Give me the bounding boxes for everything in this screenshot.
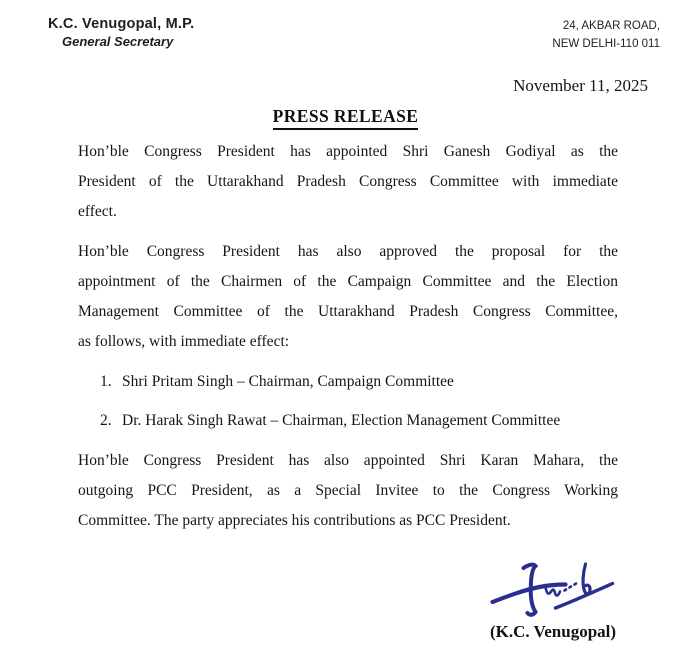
- list-item: [100, 367, 618, 397]
- paragraph: [78, 137, 618, 227]
- list-item-number: 2.: [100, 412, 112, 429]
- paragraph-line: President of the Uttarakhand Pradesh Congress Committee with immediate: [78, 173, 618, 190]
- heading-container: [0, 106, 691, 130]
- signature-block: [448, 558, 658, 642]
- list-item-number: 1.: [100, 373, 112, 390]
- signature-image: [469, 558, 637, 620]
- paragraph-line: appointment of the Chairmen of the Campaign Committee and the Election: [78, 273, 618, 290]
- paragraph-line: as follows, with immediate effect:: [78, 333, 290, 350]
- paragraph-line: Committee. The party appreciates his contributions as PCC President.: [78, 512, 511, 529]
- numbered-list: [78, 367, 618, 436]
- sender-name: K.C. Venugopal, M.P.: [48, 16, 195, 32]
- letterhead-sender: [48, 16, 194, 49]
- list-item-text: Shri Pritam Singh – Chairman, Campaign Committee: [122, 373, 454, 390]
- paragraph: [78, 446, 618, 536]
- paragraph-line: effect.: [78, 203, 117, 220]
- address-line-1: 24, AKBAR ROAD,: [562, 20, 660, 32]
- letterhead-address: [552, 17, 660, 53]
- document-body: [78, 137, 618, 546]
- paragraph-line: Hon’ble Congress President has also approved the proposal for the: [78, 243, 618, 260]
- list-item-text: Dr. Harak Singh Rawat – Chairman, Election Management Committee: [122, 412, 561, 429]
- document-date: November 11, 2025: [513, 76, 648, 95]
- signatory-name: (K.C. Venugopal): [489, 622, 617, 641]
- paragraph-line: Management Committee of the Uttarakhand Pradesh Congress Committee,: [78, 303, 618, 320]
- list-item: [100, 406, 618, 436]
- paragraph-line: outgoing PCC President, as a Special Invitee to the Congress Working: [78, 482, 618, 499]
- sender-title: General Secretary: [62, 34, 174, 49]
- paragraph: [78, 237, 618, 357]
- address-line-2: NEW DELHI-110 011: [552, 38, 660, 50]
- paragraph-line: Hon’ble Congress President has appointed Shri Ganesh Godiyal as the: [78, 143, 618, 160]
- page-title: PRESS RELEASE: [273, 106, 419, 130]
- paragraph-line: Hon’ble Congress President has also appointed Shri Karan Mahara, the: [78, 452, 618, 469]
